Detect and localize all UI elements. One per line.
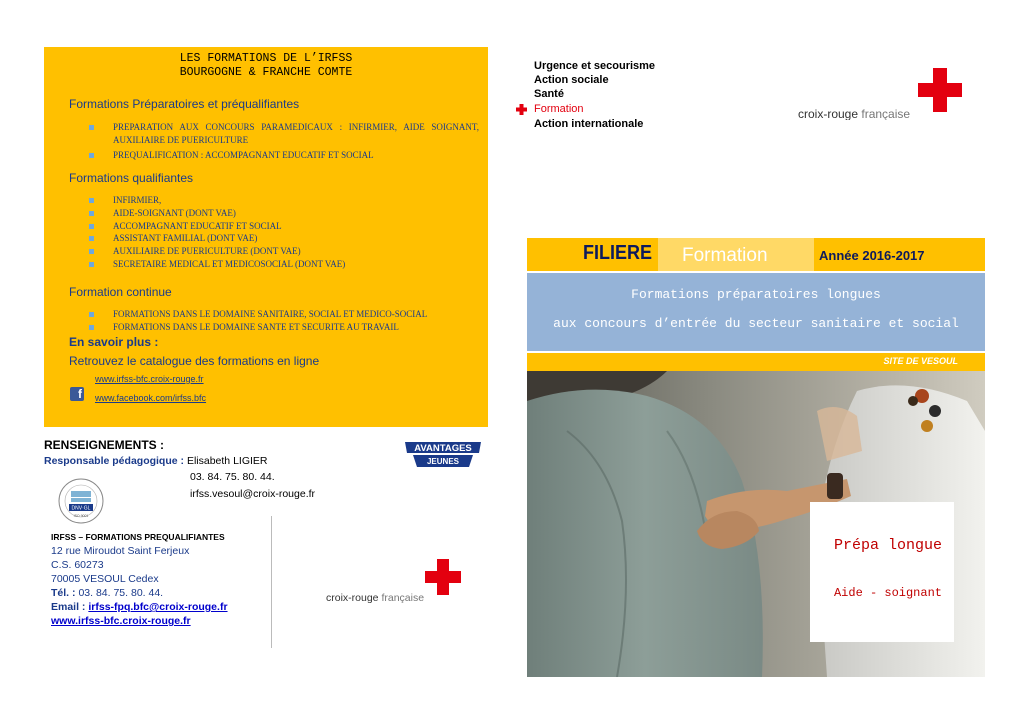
- menu-item-action-internationale[interactable]: Action internationale: [534, 118, 644, 130]
- bullet-icon: [89, 312, 94, 317]
- menu-item-formation[interactable]: Formation: [534, 103, 584, 115]
- address-website: [51, 614, 228, 628]
- responsable-label: Responsable pédagogique :: [44, 455, 185, 467]
- logo-text-bold: croix-rouge: [326, 592, 379, 604]
- panel-title-line1: LES FORMATIONS DE L’IRFSS: [179, 52, 353, 65]
- dnv-certification-logo: [57, 477, 105, 525]
- svg-text:croix-rouge française: [326, 592, 424, 604]
- website-link[interactable]: www.irfss-bfc.croix-rouge.fr: [95, 374, 204, 384]
- catalogue-text: Retrouvez le catalogue des formations en ligne: [69, 354, 320, 368]
- address-block: [51, 530, 228, 628]
- list-item: FORMATIONS DANS LE DOMAINE SANTE ET SECURITE AU TRAVAIL: [89, 321, 427, 334]
- subtitle-line2: aux concours d’entrée du secteur sanitaire et social: [553, 316, 959, 331]
- filiere-label: FILIERE: [583, 242, 653, 264]
- list-item: ACCOMPAGNANT EDUCATIF ET SOCIAL: [89, 220, 345, 233]
- dnv-logo-label: DNV·GL: [71, 505, 91, 512]
- bullet-icon: [89, 198, 94, 203]
- section-continue-list: [89, 308, 427, 334]
- contact-email[interactable]: irfss.vesoul@croix-rouge.fr: [190, 488, 316, 500]
- facebook-link[interactable]: www.facebook.com/irfss.bfc: [95, 393, 207, 403]
- section-preparatoires-title: Formations Préparatoires et préqualifiantes: [69, 97, 300, 111]
- address-website-link[interactable]: www.irfss-bfc.croix-rouge.fr: [51, 615, 191, 627]
- list-item: PREPARATION AUX CONCOURS PARAMEDICAUX : INFIRMIER, AIDE SOIGNANT, AUXILIAIRE DE PUERICULTURE: [89, 121, 479, 147]
- address-tel: Tél. : 03. 84. 75. 80. 44.: [51, 587, 164, 599]
- menu-item-sante[interactable]: Santé: [534, 88, 564, 100]
- bullet-icon: [89, 153, 94, 158]
- prepa-box: [810, 502, 954, 642]
- savoir-plus-label: En savoir plus :: [69, 335, 159, 349]
- contact-phone: 03. 84. 75. 80. 44.: [190, 471, 275, 483]
- formation-label: Formation: [682, 245, 768, 266]
- subtitle-band: [527, 273, 985, 351]
- address-city: 70005 VESOUL Cedex: [51, 573, 159, 585]
- responsable-line: [44, 455, 268, 467]
- section-qualifiantes-title: Formations qualifiantes: [69, 171, 194, 185]
- avantages-logo-line1: AVANTAGES: [414, 443, 472, 454]
- red-cross-icon: [516, 104, 527, 115]
- contact-title: RENSEIGNEMENTS :: [44, 438, 165, 452]
- avantages-logo-line2: JEUNES: [426, 457, 460, 466]
- address-cs: C.S. 60273: [51, 559, 104, 571]
- formation-box: [658, 238, 814, 271]
- site-label: SITE DE VESOUL: [883, 356, 958, 366]
- logo-text-light: française: [861, 107, 911, 120]
- responsable-name: Elisabeth LIGIER: [186, 455, 268, 467]
- bullet-icon: [89, 224, 94, 229]
- bullet-icon: [89, 236, 94, 241]
- menu-item-action-sociale[interactable]: Action sociale: [534, 74, 609, 86]
- panel-title-line2: BOURGOGNE & FRANCHE COMTE: [179, 66, 353, 79]
- bullet-icon: [89, 325, 94, 330]
- bullet-icon: [89, 125, 94, 130]
- logo-text-bold: croix-rouge: [798, 107, 859, 120]
- bullet-icon: [89, 262, 94, 267]
- logo-text-light: française: [381, 592, 425, 604]
- section-qualifiantes-list: [89, 194, 345, 271]
- filiere-bar: [527, 238, 985, 271]
- facebook-icon[interactable]: f: [70, 387, 84, 401]
- address-street: 12 rue Miroudot Saint Ferjeux: [51, 545, 190, 557]
- dnv-logo-iso: ISO 9001: [73, 514, 89, 518]
- list-item: AUXILIAIRE DE PUERICULTURE (DONT VAE): [89, 245, 345, 258]
- list-item: PREQUALIFICATION : ACCOMPAGNANT EDUCATIF ET SOCIAL: [89, 149, 479, 162]
- bullet-icon: [89, 211, 94, 216]
- section-continue-title: Formation continue: [69, 285, 172, 299]
- address-heading: IRFSS – FORMATIONS PREQUALIFIANTES: [51, 532, 225, 542]
- panel-title: [44, 52, 488, 80]
- list-item: INFIRMIER,: [89, 194, 345, 207]
- svg-text:croix-rouge française: [798, 107, 910, 120]
- list-item: ASSISTANT FAMILIAL (DONT VAE): [89, 232, 345, 245]
- croix-rouge-logo-top: [798, 66, 963, 120]
- site-bar: [527, 353, 985, 371]
- annee-label: Année 2016-2017: [819, 248, 925, 263]
- list-item: SECRETAIRE MEDICAL ET MEDICOSOCIAL (DONT VAE): [89, 258, 345, 271]
- bullet-icon: [89, 249, 94, 254]
- prepa-title: Prépa longue: [833, 537, 942, 554]
- list-item: FORMATIONS DANS LE DOMAINE SANITAIRE, SOCIAL ET MEDICO-SOCIAL: [89, 308, 427, 321]
- subtitle-line1: Formations préparatoires longues: [631, 287, 881, 302]
- list-item: AIDE-SOIGNANT (DONT VAE): [89, 207, 345, 220]
- prepa-subtitle: Aide - soignant: [833, 586, 942, 600]
- section-preparatoires-list: [89, 121, 479, 161]
- avantages-jeunes-logo: [403, 440, 483, 470]
- croix-rouge-logo-bottom: [326, 557, 466, 607]
- formations-panel: [44, 47, 488, 427]
- address-email-link[interactable]: irfss-fpq.bfc@croix-rouge.fr: [88, 601, 228, 613]
- menu-item-urgence[interactable]: Urgence et secourisme: [534, 60, 656, 72]
- vertical-divider: [271, 516, 272, 648]
- address-email: Email : irfss-fpq.bfc@croix-rouge.fr: [51, 601, 228, 613]
